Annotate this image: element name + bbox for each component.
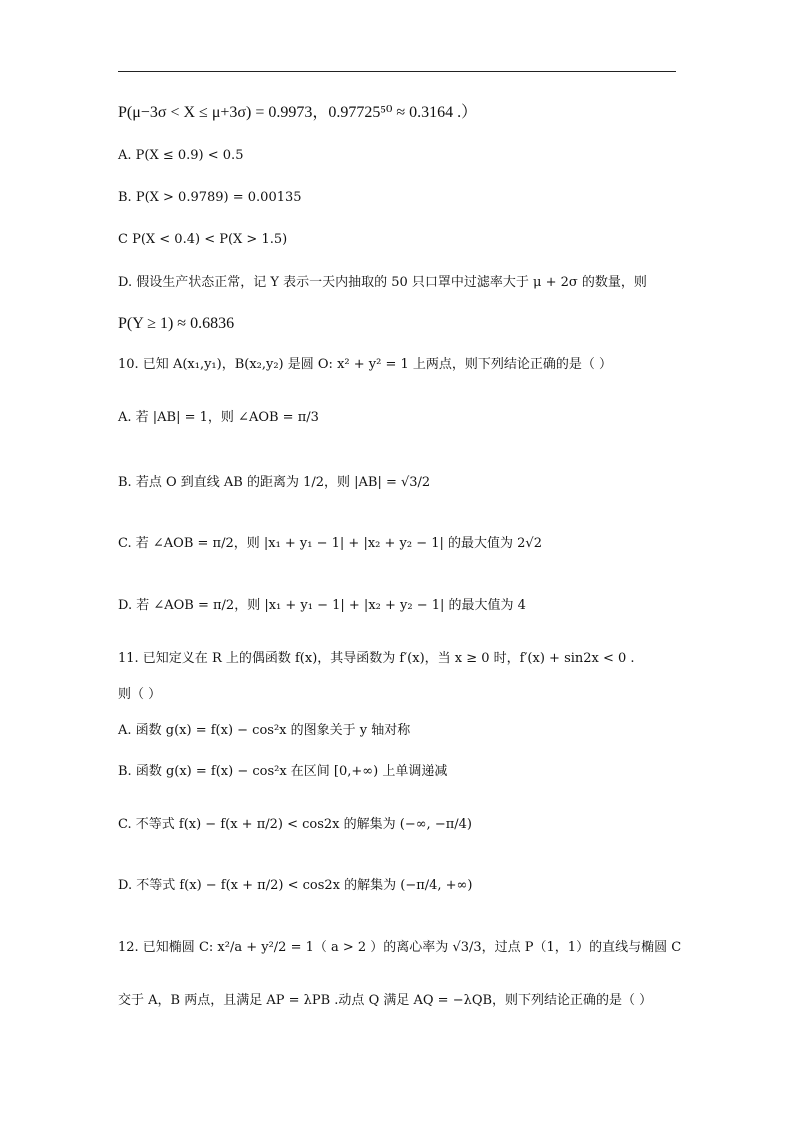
q10-a: A. 若 |AB| = 1，则 ∠AOB = π/3 [118,410,319,425]
header-rule [118,71,676,72]
q9-c: C P(X < 0.4) < P(X > 1.5) [118,232,288,247]
q11-a: A. 函数 g(x) = f(x) − cos²x 的图象关于 y 轴对称 [118,723,411,738]
q9-b: B. P(X > 0.9789) = 0.00135 [118,190,302,205]
intro-formula: P(μ−3σ < X ≤ μ+3σ) = 0.9973，0.97725⁵⁰ ≈ 0.3164 .） [118,104,478,121]
q11-b: B. 函数 g(x) = f(x) − cos²x 在区间 [0,+∞) 上单调递减 [118,764,448,779]
q11-c: C. 不等式 f(x) − f(x + π/2) < cos2x 的解集为 (−∞, −π/4) [118,817,472,832]
q12-stem-cont: 交于 A，B 两点，且满足 AP = λPB .动点 Q 满足 AQ = −λQB，则下列结论正确的是（ ） [118,993,653,1008]
q11-d: D. 不等式 f(x) − f(x + π/2) < cos2x 的解集为 (−π/4, +∞) [118,878,473,893]
q12-stem: 12. 已知椭圆 C: x²/a + y²/2 = 1（ a > 2 ）的离心率为 √3/3，过点 P（1，1）的直线与椭圆 C [118,940,682,955]
q10-b: B. 若点 O 到直线 AB 的距离为 1/2，则 |AB| = √3/2 [118,475,431,490]
q10-d: D. 若 ∠AOB = π/2，则 |x₁ + y₁ − 1| + |x₂ + y₂ − 1| 的最大值为 4 [118,598,526,613]
q10-stem: 10. 已知 A(x₁,y₁)，B(x₂,y₂) 是圆 O: x² + y² = 1 上两点，则下列结论正确的是（ ） [118,357,613,372]
q9-d-cont: P(Y ≥ 1) ≈ 0.6836 [118,315,235,332]
q9-d: D. 假设生产状态正常，记 Y 表示一天内抽取的 50 只口罩中过滤率大于 μ + 2σ 的数量，则 [118,275,647,290]
q10-c: C. 若 ∠AOB = π/2，则 |x₁ + y₁ − 1| + |x₂ + y₂ − 1| 的最大值为 2√2 [118,536,542,551]
q9-a: A. P(X ≤ 0.9) < 0.5 [118,148,244,163]
q11-stem-cont: 则（ ） [118,687,162,702]
q11-stem: 11. 已知定义在 R 上的偶函数 f(x)，其导函数为 f′(x)，当 x ≥ 0 时，f′(x) + sin2x < 0 . [118,651,635,666]
